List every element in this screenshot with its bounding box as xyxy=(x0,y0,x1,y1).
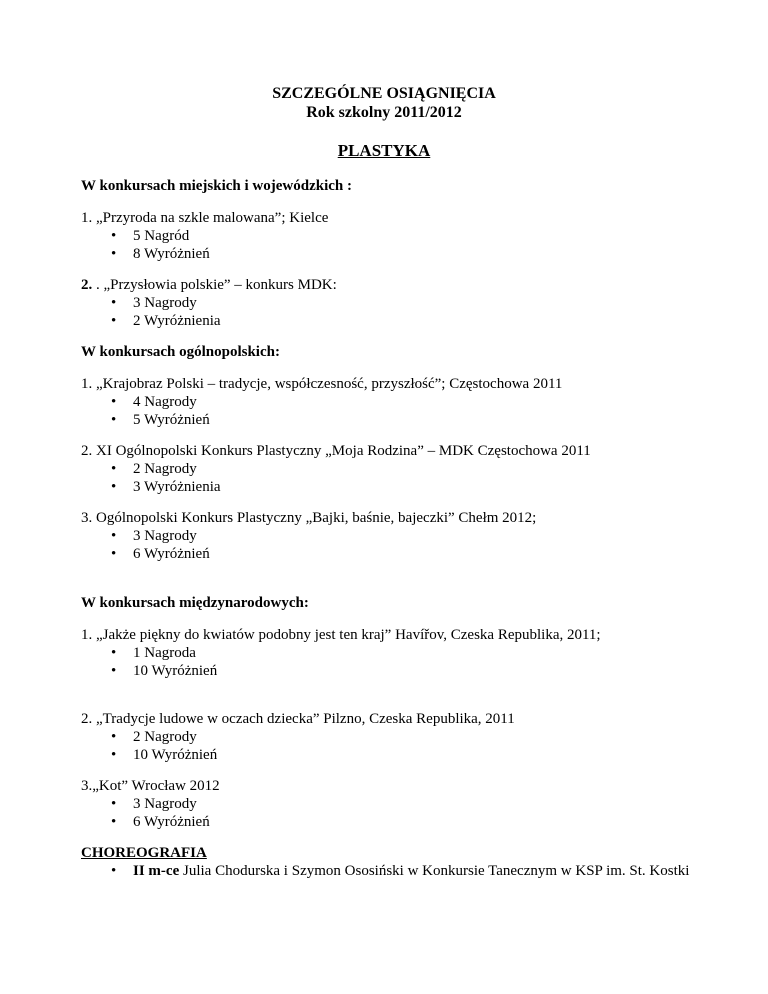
national-competitions-heading: W konkursach ogólnopolskich: xyxy=(81,344,280,360)
competition-title: 2. „Tradycje ludowe w oczach dziecka” Pilzno, Czeska Republika, 2011 xyxy=(81,711,515,727)
section-heading-plastyka: PLASTYKA xyxy=(337,141,431,160)
award-item: • 3 Nagrody xyxy=(111,527,210,545)
award-item: • 5 Wyróżnień xyxy=(111,411,210,429)
award-list xyxy=(111,527,210,563)
competition-title: 2. XI Ogólnopolski Konkurs Plastyczny „Moja Rodzina” – MDK Częstochowa 2011 xyxy=(81,443,591,459)
international-competitions-heading: W konkursach międzynarodowych: xyxy=(81,595,309,611)
competition-title: 1. „Krajobraz Polski – tradycje, współczesność, przyszłość”; Częstochowa 2011 xyxy=(81,376,563,392)
achievement-description: Julia Chodurska i Szymon Ososiński w Konkursie Tanecznym w KSP im. St. Kostki xyxy=(179,863,690,879)
award-list xyxy=(111,393,210,429)
award-item: • 1 Nagroda xyxy=(111,644,217,662)
award-list xyxy=(111,795,210,831)
section-heading-choreografia: CHOREOGRAFIA xyxy=(81,845,207,861)
award-item: • 10 Wyróżnień xyxy=(111,662,217,680)
city-competitions-heading: W konkursach miejskich i wojewódzkich : xyxy=(81,178,352,194)
competition-title: 3. Ogólnopolski Konkurs Plastyczny „Bajki, baśnie, bajeczki” Chełm 2012; xyxy=(81,510,537,526)
award-item: • 4 Nagrody xyxy=(111,393,210,411)
award-list xyxy=(111,227,210,263)
competition-name: . „Przysłowia polskie” – konkurs MDK: xyxy=(92,277,337,293)
award-item: • 8 Wyróżnień xyxy=(111,245,210,263)
award-list xyxy=(111,728,217,764)
competition-title: 1. „Przyroda na szkle malowana”; Kielce xyxy=(81,210,329,226)
school-year: Rok szkolny 2011/2012 xyxy=(306,104,462,121)
award-item: • 2 Wyróżnienia xyxy=(111,312,221,330)
award-item: • 6 Wyróżnień xyxy=(111,545,210,563)
achievement-place: II m-ce xyxy=(133,863,180,879)
award-list xyxy=(111,460,221,496)
competition-title xyxy=(81,276,337,294)
award-item: • 3 Nagrody xyxy=(111,795,210,813)
document-title: SZCZEGÓLNE OSIĄGNIĘCIA xyxy=(272,85,496,102)
competition-title: 3.„Kot” Wrocław 2012 xyxy=(81,778,220,794)
award-item: • 2 Nagrody xyxy=(111,728,217,746)
award-item: • 2 Nagrody xyxy=(111,460,221,478)
choreography-achievement xyxy=(111,862,693,880)
award-list xyxy=(111,294,221,330)
competition-number: 2. xyxy=(81,277,93,293)
award-item: • 6 Wyróżnień xyxy=(111,813,210,831)
competition-title: 1. „Jakże piękny do kwiatów podobny jest ten kraj” Havířov, Czeska Republika, 2011; xyxy=(81,627,601,643)
award-item: • 5 Nagród xyxy=(111,227,210,245)
award-item: • 3 Nagrody xyxy=(111,294,221,312)
award-list xyxy=(111,644,217,680)
award-item: • 10 Wyróżnień xyxy=(111,746,217,764)
award-item: • 3 Wyróżnienia xyxy=(111,478,221,496)
